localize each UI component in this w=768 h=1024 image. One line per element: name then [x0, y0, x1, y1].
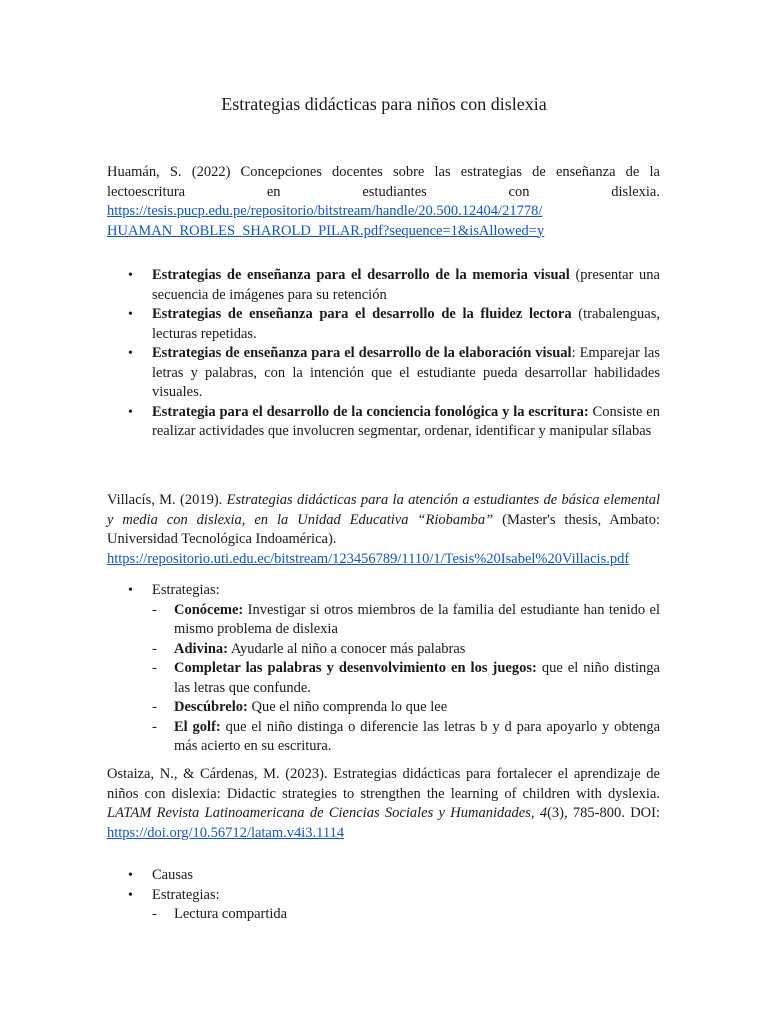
ref3-text: Ostaiza, N., & Cárdenas, M. (2023). Estrategias didácticas para fortalecer el aprendizaje de niños con dislexia: Didactic strategies to strengthen the learning of children with dyslexia.: [107, 766, 660, 802]
ref3-journal: LATAM Revista Latinoamericana de Ciencias Sociales y Humanidades: [107, 805, 531, 821]
ref2-rest: (Master's thesis, Ambato: Universidad Tecnológica Indoamérica).: [107, 511, 660, 547]
item-text: Investigar si otros miembros de la familia del estudiante han tenido el mismo problema de dislexia: [174, 601, 660, 637]
list-item: [107, 266, 660, 305]
item-text: que el niño distinga las letras que confunde.: [174, 660, 660, 696]
list-item: • Estrategias:: [107, 581, 660, 601]
reference-link-villacis[interactable]: https://repositorio.uti.edu.ec/bitstream/123456789/1110/1/Tesis%20Isabel%20Villacis.pdf: [107, 550, 630, 567]
ref3-sep: ,: [530, 805, 540, 821]
reference-link-huaman-1[interactable]: https://tesis.pucp.edu.pe/repositorio/bitstream/handle/20.500.12404/21778/: [107, 203, 543, 219]
ref3-volume: 4: [539, 805, 548, 821]
citation-line-1: Huamán, S. (2022) Concepciones docentes sobre las estrategias de enseñanza de la: [107, 164, 660, 180]
item-bold-label: Estrategias de enseñanza para el desarrollo de la elaboración visual: [152, 345, 572, 361]
list-item: [107, 640, 660, 660]
item-text: que el niño distinga o diferencie las letras b y d para apoyarlo y obtenga más acierto en su escritura.: [174, 718, 660, 754]
list-item: • Causas: [107, 866, 660, 886]
strategy-list-huaman: [107, 266, 660, 442]
item-text: Consiste en realizar actividades que involucren segmentar, ordenar, identificar y manipular sílabas: [152, 403, 660, 439]
item-text: (presentar una secuencia de imágenes para su retención: [152, 267, 660, 303]
item-bold-label: Conóceme:: [174, 601, 244, 618]
reference-huaman: [107, 163, 660, 241]
list-ostaiza: [107, 866, 660, 925]
item-bold-label: Adivina:: [174, 640, 228, 657]
ref2-title: Estrategias didácticas para la atención a estudiantes de básica elemental y media con dislexia, en la Unidad Educativa “Riobamba”: [107, 492, 661, 528]
item-text: : Emparejar las letras y palabras, con la intención que el estudiante pueda desarrollar habilidades visuales.: [152, 345, 661, 400]
item-bold-label: Estrategias de enseñanza para el desarrollo de la memoria visual: [152, 267, 570, 283]
item-bold-label: Estrategias de enseñanza para el desarrollo de la fluidez lectora: [152, 306, 572, 322]
item-text: Ayudarle al niño a conocer más palabras: [228, 640, 466, 657]
item-bold-label: Estrategia para el desarrollo de la conciencia fonológica y la escritura:: [152, 403, 589, 420]
ref3-pages: (3), 785-800. DOI:: [547, 805, 661, 821]
reference-villacis: [107, 491, 660, 569]
list-item: [107, 305, 660, 344]
list-item: [107, 698, 660, 718]
reference-ostaiza: [107, 765, 660, 843]
list-item: [107, 601, 660, 640]
reference-link-huaman-2[interactable]: HUAMAN_ROBLES_SHAROLD_PILAR.pdf?sequence=1&isAllowed=y: [107, 222, 545, 239]
list-item: [107, 403, 660, 442]
list-item: [107, 659, 660, 698]
item-bold-label: Completar las palabras y desenvolvimiento en los juegos:: [174, 660, 537, 676]
reference-link-doi[interactable]: https://doi.org/10.56712/latam.v4i3.1114: [107, 824, 345, 841]
list-item: [107, 344, 660, 403]
list-item: • Estrategias:: [107, 886, 660, 906]
list-item: [107, 718, 660, 757]
ref2-author: Villacís, M. (2019).: [107, 492, 223, 508]
strategy-list-villacis: [107, 581, 660, 757]
item-bold-label: El golf:: [174, 718, 221, 735]
citation-line-2: lectoescritura en estudiantes con dislexia.: [107, 183, 660, 200]
item-text: (trabalenguas, lecturas repetidas.: [152, 306, 661, 342]
item-bold-label: Descúbrelo:: [174, 699, 248, 715]
list-item: - Lectura compartida: [107, 905, 660, 925]
document-title: Estrategias didácticas para niños con dislexia: [221, 94, 547, 114]
item-text: Que el niño comprenda lo que lee: [247, 699, 448, 715]
